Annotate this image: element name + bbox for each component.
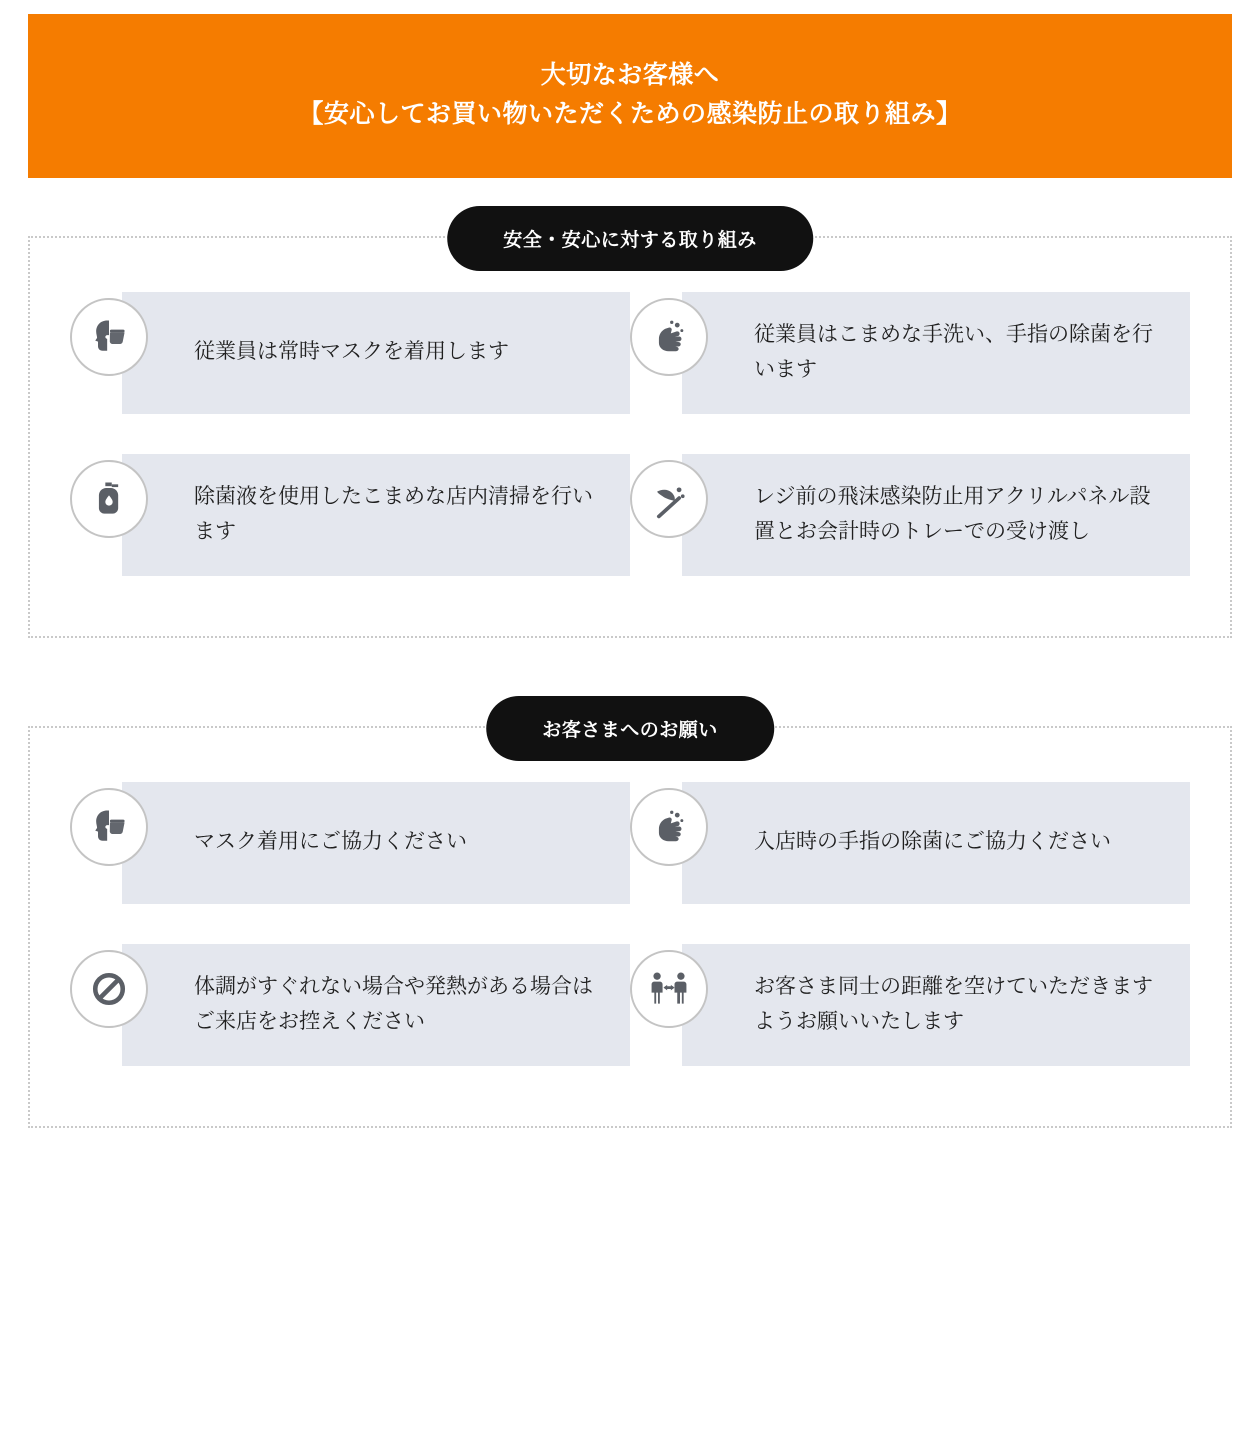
sanitizer-bottle-icon <box>70 460 148 538</box>
measure-card <box>682 944 1190 1066</box>
measure-text: レジ前の飛沫感染防止用アクリルパネル設置とお会計時のトレーでの受け渡し <box>754 485 1151 543</box>
measure-item <box>630 944 1190 1072</box>
measure-grid-safety <box>70 292 1190 582</box>
prohibited-icon <box>70 950 148 1028</box>
infographic-page <box>0 14 1260 1454</box>
measure-grid-requests <box>70 782 1190 1072</box>
section-title-requests: お客さまへのお願い <box>486 696 774 761</box>
measure-item <box>630 782 1190 944</box>
no-droplet-icon <box>630 460 708 538</box>
measure-card <box>122 944 630 1066</box>
measure-card <box>682 292 1190 414</box>
measure-text: 入店時の手指の除菌にご協力ください <box>754 830 1111 854</box>
face-mask-icon <box>70 298 148 376</box>
measure-item <box>70 782 630 944</box>
measure-text: お客さま同士の距離を空けていただきますようお願いいたします <box>754 975 1153 1033</box>
hand-wash-icon <box>630 298 708 376</box>
measure-card <box>122 782 630 904</box>
measure-item <box>630 292 1190 454</box>
header-banner <box>28 14 1232 178</box>
banner-title-line2: 【安心してお買い物いただくための感染防止の取り組み】 <box>298 99 962 128</box>
measure-card <box>682 782 1190 904</box>
measure-item <box>630 454 1190 582</box>
measure-text: 従業員はこまめな手洗い、手指の除菌を行います <box>754 323 1153 381</box>
measure-item <box>70 454 630 582</box>
measure-item <box>70 292 630 454</box>
measure-card <box>122 454 630 576</box>
measure-item <box>70 944 630 1072</box>
measure-card <box>682 454 1190 576</box>
measure-text: 除菌液を使用したこまめな店内清掃を行います <box>194 485 593 543</box>
social-distance-icon <box>630 950 708 1028</box>
measure-text: マスク着用にご協力ください <box>194 830 467 854</box>
measure-text: 従業員は常時マスクを着用します <box>194 340 509 364</box>
section-customer-requests <box>28 719 1232 1128</box>
face-mask-icon <box>70 788 148 866</box>
section-title-safety: 安全・安心に対する取り組み <box>447 206 813 271</box>
hand-wash-icon <box>630 788 708 866</box>
measure-text: 体調がすぐれない場合や発熱がある場合はご来店をお控えください <box>194 975 593 1033</box>
section-safety-measures <box>28 229 1232 638</box>
measure-card <box>122 292 630 414</box>
banner-title-line1: 大切なお客様へ <box>540 61 720 89</box>
